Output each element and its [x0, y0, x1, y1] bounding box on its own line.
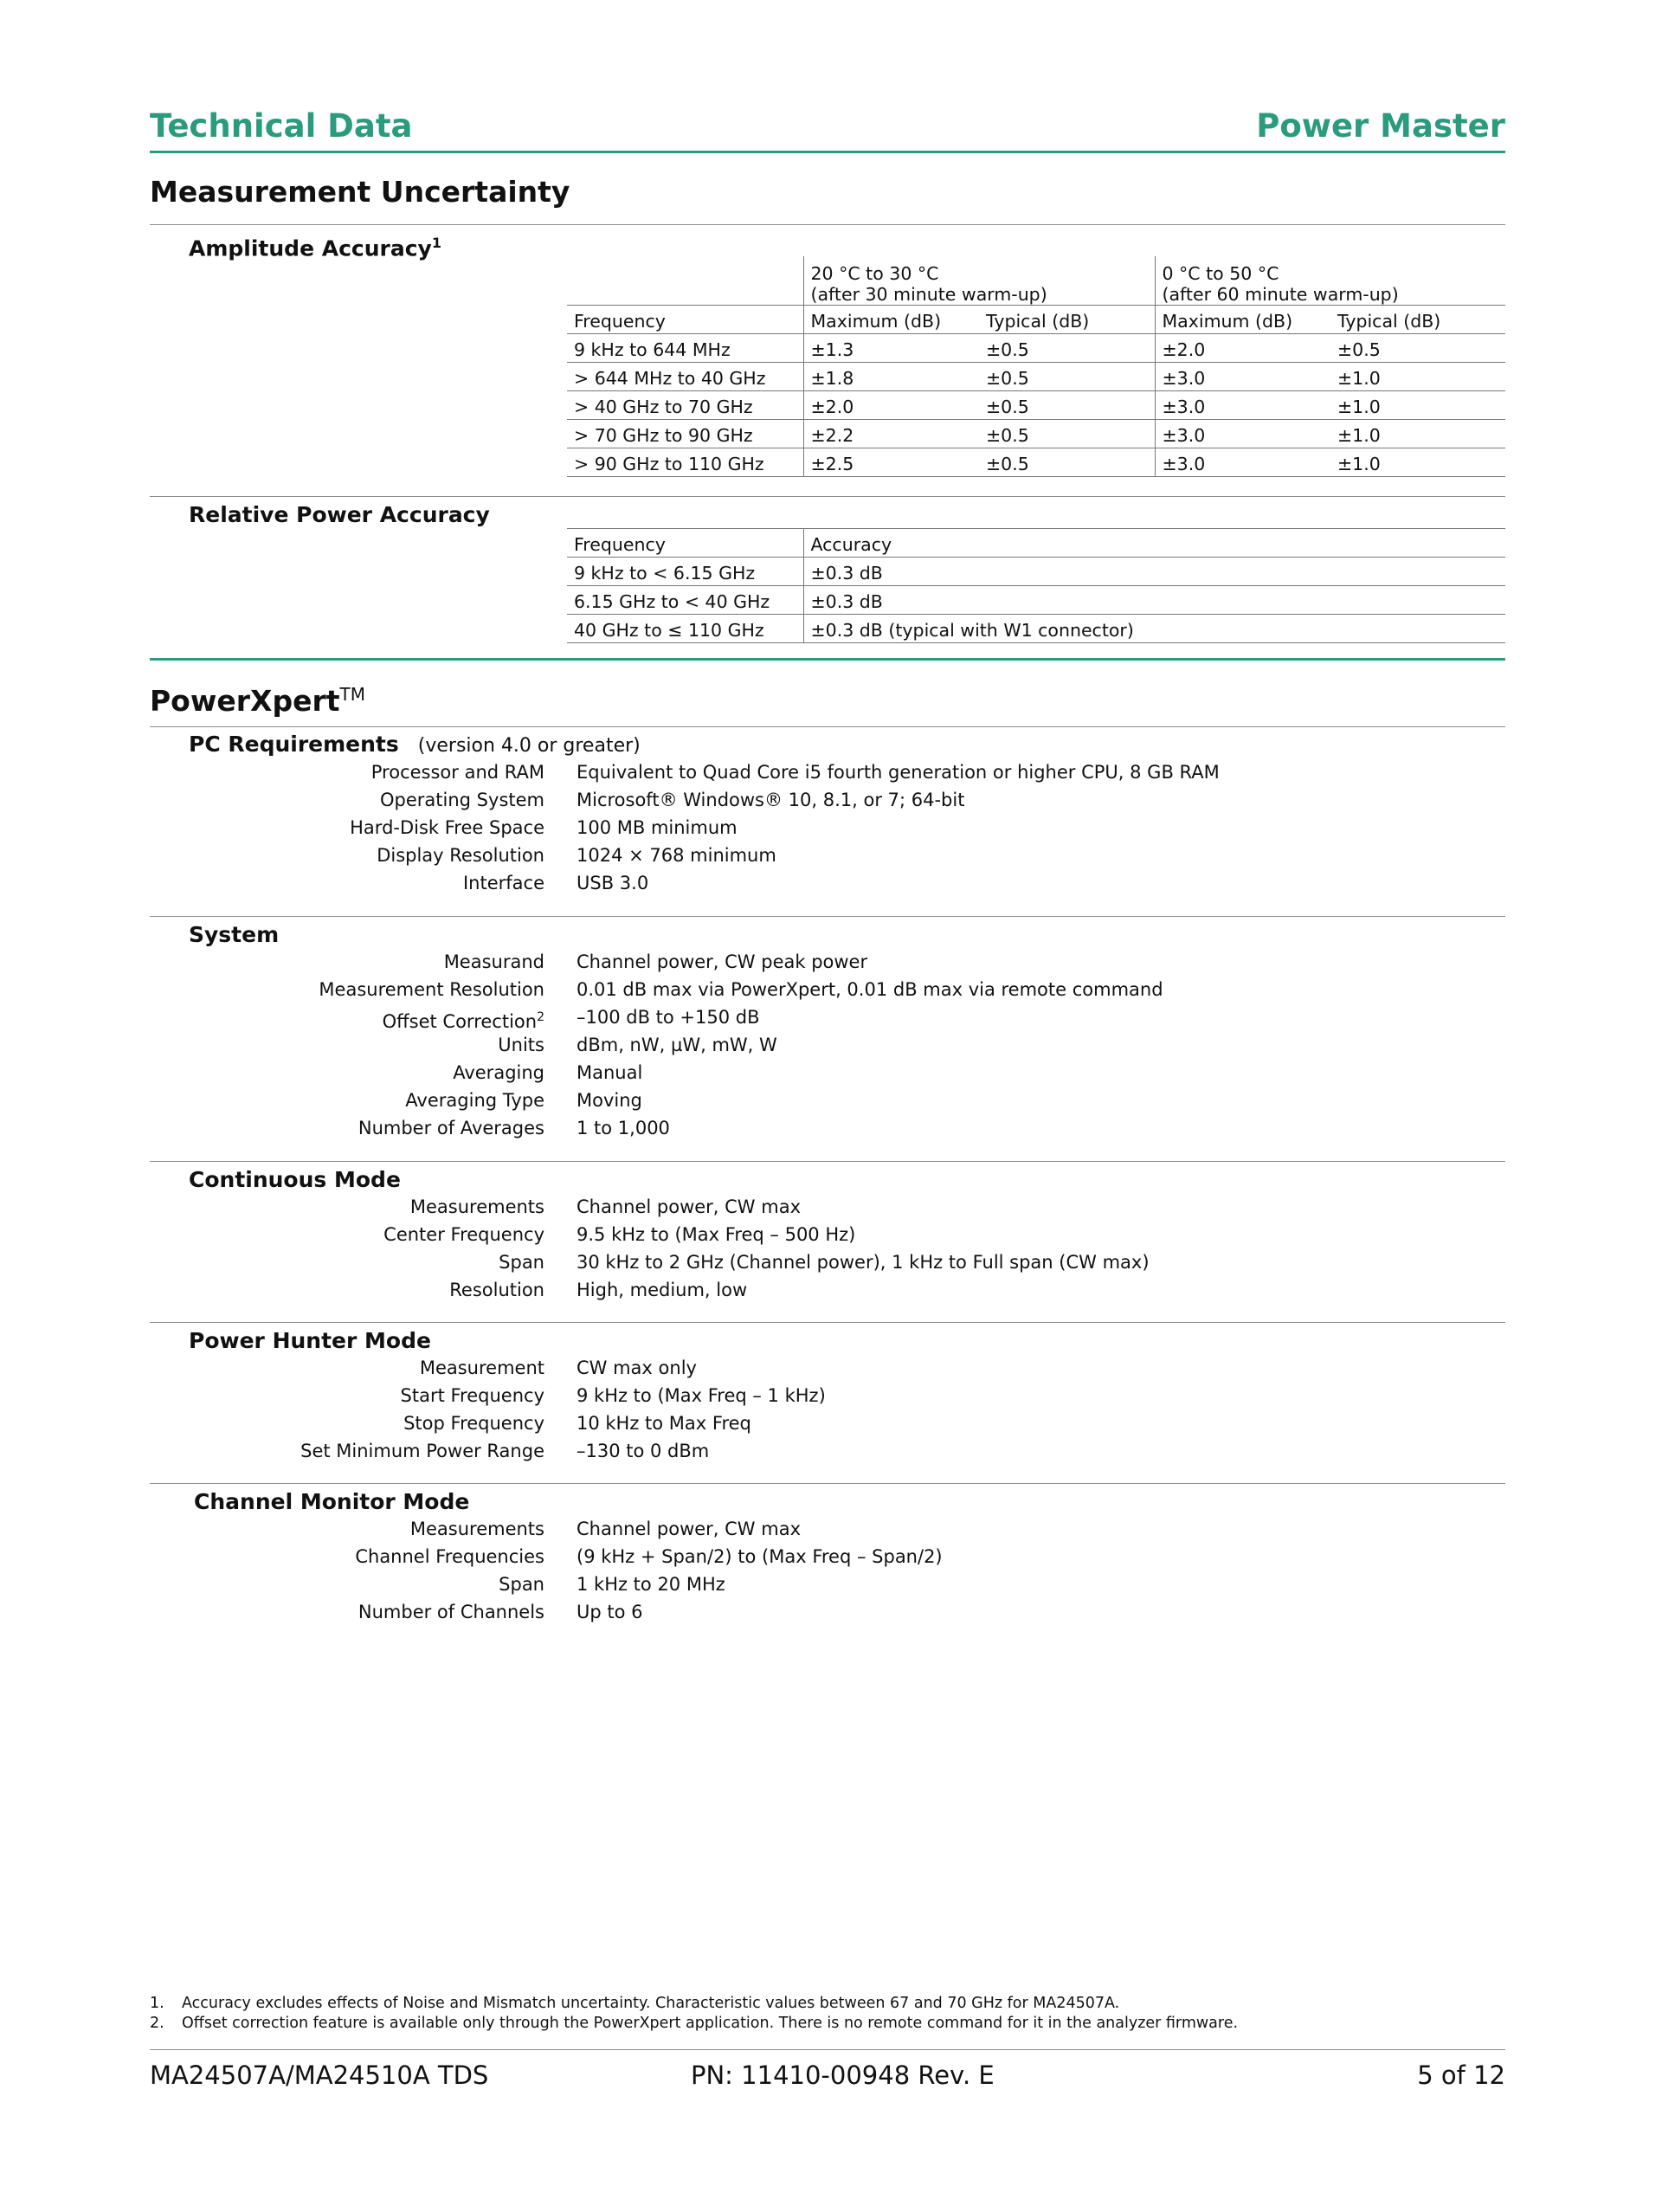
spec-row	[150, 1087, 1163, 1114]
table-cell: ±2.0	[803, 391, 979, 420]
table-cell: > 70 GHz to 90 GHz	[567, 420, 803, 448]
footnote-number: 1.	[150, 1995, 164, 2012]
spec-label: Span	[499, 1574, 544, 1595]
table-cell: ±3.0	[1155, 391, 1330, 420]
divider	[150, 726, 1505, 727]
table-cell: ±3.0	[1155, 420, 1330, 448]
spec-label: Set Minimum Power Range	[300, 1441, 544, 1461]
spec-value: Channel power, CW max	[577, 1519, 802, 1539]
system-spec-list	[150, 948, 1163, 1142]
table-row	[567, 558, 1505, 586]
spec-row	[150, 1570, 943, 1598]
divider	[150, 916, 1505, 917]
subsection-title-system: System	[189, 922, 280, 947]
table-cell: ±1.3	[803, 334, 979, 363]
table-corner	[567, 256, 803, 306]
page-footer	[150, 2049, 1505, 2093]
divider	[150, 1161, 1505, 1162]
footnote-text: Offset correction feature is available only through the PowerXpert application. There is no remote command for it in the analyzer firmware.	[182, 2015, 1239, 2032]
spec-label: Units	[498, 1035, 544, 1055]
subsection-title-relative-power-accuracy: Relative Power Accuracy	[189, 502, 490, 527]
spec-label: Measurement Resolution	[319, 979, 544, 1000]
table-cell: ±1.0	[1330, 448, 1505, 477]
table-cell: ±1.0	[1330, 363, 1505, 391]
section-title-measurement-uncertainty: Measurement Uncertainty	[150, 175, 570, 209]
document-page	[150, 0, 1505, 2212]
column-header: Typical (dB)	[1330, 306, 1505, 334]
spec-value: –100 dB to +150 dB	[577, 1007, 760, 1028]
table-row	[567, 448, 1505, 477]
spec-value: High, medium, low	[577, 1280, 748, 1300]
subsection-title-pc-requirements	[189, 730, 641, 761]
spec-row	[150, 1598, 943, 1626]
table-cell: ±2.0	[1155, 334, 1330, 363]
spec-label: Measurement	[419, 1358, 544, 1378]
footnote	[150, 1994, 1119, 2014]
spec-row	[150, 1276, 1150, 1304]
table-cell: ±1.0	[1330, 420, 1505, 448]
relative-power-accuracy-table	[567, 528, 1505, 643]
table-cell: ±0.5	[979, 420, 1155, 448]
footer-part-number: PN: 11410-00948 Rev. E	[691, 2060, 995, 2090]
divider	[150, 1322, 1505, 1323]
spec-value: 9 kHz to (Max Freq – 1 kHz)	[577, 1385, 826, 1406]
spec-row	[150, 948, 1163, 976]
spec-row	[150, 1409, 826, 1437]
spec-value: 10 kHz to Max Freq	[577, 1413, 751, 1434]
spec-label: Measurements	[409, 1519, 544, 1539]
spec-row	[150, 1543, 943, 1570]
column-header: Maximum (dB)	[1155, 306, 1330, 334]
footnote-ref: 1	[431, 235, 441, 251]
spec-value: 1 to 1,000	[577, 1118, 670, 1138]
spec-value: 100 MB minimum	[577, 817, 738, 838]
divider	[150, 224, 1505, 225]
spec-row	[150, 842, 1220, 869]
spec-label: Operating System	[380, 790, 544, 810]
page-header	[150, 106, 1505, 153]
table-cell: > 90 GHz to 110 GHz	[567, 448, 803, 477]
spec-value: (9 kHz + Span/2) to (Max Freq – Span/2)	[577, 1546, 943, 1567]
spec-label: Measurand	[443, 951, 544, 972]
trademark-mark: TM	[339, 684, 365, 705]
amplitude-title-text: Amplitude Accuracy	[189, 235, 432, 261]
spec-label: Display Resolution	[377, 845, 544, 866]
spec-label-text: Offset Correction	[382, 1011, 538, 1032]
footnote-number: 2.	[150, 2015, 164, 2032]
table-cell: ±3.0	[1155, 363, 1330, 391]
table-cell: ±0.5	[979, 363, 1155, 391]
section-divider	[150, 658, 1505, 661]
spec-row	[150, 1248, 1150, 1276]
spec-label: Averaging	[453, 1062, 544, 1083]
spec-value: USB 3.0	[577, 873, 649, 893]
spec-label: Number of Channels	[358, 1602, 544, 1622]
table-row	[567, 334, 1505, 363]
pc-title-text: PC Requirements	[189, 732, 399, 757]
spec-row	[150, 1515, 943, 1543]
spec-row	[150, 976, 1163, 1003]
spec-value: Up to 6	[577, 1602, 643, 1622]
spec-value: 0.01 dB max via PowerXpert, 0.01 dB max via remote command	[577, 979, 1163, 1000]
spec-row	[150, 1382, 826, 1409]
table-cell: 9 kHz to 644 MHz	[567, 334, 803, 363]
spec-value: 9.5 kHz to (Max Freq – 500 Hz)	[577, 1224, 856, 1245]
footnote-text: Accuracy excludes effects of Noise and Mismatch uncertainty. Characteristic values between 67 and 70 GHz for MA24507A.	[182, 1995, 1120, 2012]
spec-label: Averaging Type	[405, 1090, 544, 1111]
spec-row	[150, 1437, 826, 1465]
power-hunter-list	[150, 1354, 826, 1465]
spec-row	[150, 1003, 1163, 1031]
table-cell: ±2.5	[803, 448, 979, 477]
subsection-title-amplitude-accuracy	[189, 229, 441, 263]
subsection-title-power-hunter-mode: Power Hunter Mode	[189, 1328, 431, 1353]
table-cell: ±0.5	[979, 448, 1155, 477]
column-header: Typical (dB)	[979, 306, 1155, 334]
header-product: Power Master	[1256, 107, 1505, 145]
footer-doc-title: MA24507A/MA24510A TDS	[150, 2060, 489, 2090]
spec-row	[150, 758, 1220, 786]
spec-value: Channel power, CW peak power	[577, 951, 868, 972]
column-header: Maximum (dB)	[803, 306, 979, 334]
spec-label: Number of Averages	[358, 1118, 544, 1138]
spec-label: Stop Frequency	[403, 1413, 544, 1434]
spec-label	[150, 1003, 577, 1031]
subsection-title-continuous-mode: Continuous Mode	[189, 1167, 401, 1192]
table-row	[567, 586, 1505, 615]
spec-value: Manual	[577, 1062, 643, 1083]
subsection-title-channel-monitor-mode: Channel Monitor Mode	[194, 1489, 470, 1514]
divider	[150, 496, 1505, 497]
divider	[150, 1483, 1505, 1484]
table-cell: ±3.0	[1155, 448, 1330, 477]
table-row	[567, 391, 1505, 420]
continuous-mode-list	[150, 1193, 1150, 1304]
group-line: (after 60 minute warm-up)	[1162, 284, 1399, 305]
version-note: (version 4.0 or greater)	[417, 735, 641, 757]
column-header: Frequency	[567, 529, 803, 558]
table-cell: ±0.5	[1330, 334, 1505, 363]
spec-label: Resolution	[449, 1280, 544, 1300]
column-header: Frequency	[567, 306, 803, 334]
spec-row	[150, 1059, 1163, 1087]
spec-value: Microsoft® Windows® 10, 8.1, or 7; 64-bit	[577, 790, 965, 810]
spec-value: Channel power, CW max	[577, 1196, 802, 1217]
spec-value: –130 to 0 dBm	[577, 1441, 710, 1461]
spec-row	[150, 1354, 826, 1382]
spec-label: Channel Frequencies	[355, 1546, 544, 1567]
spec-value: Moving	[577, 1090, 642, 1111]
table-cell: ±1.8	[803, 363, 979, 391]
spec-value: Equivalent to Quad Core i5 fourth generation or higher CPU, 8 GB RAM	[577, 762, 1220, 783]
spec-label: Center Frequency	[383, 1224, 544, 1245]
spec-label: Start Frequency	[400, 1385, 544, 1406]
table-cell: ±0.3 dB (typical with W1 connector)	[803, 615, 1505, 643]
table-cell: ±0.3 dB	[803, 586, 1505, 615]
table-cell: 9 kHz to < 6.15 GHz	[567, 558, 803, 586]
table-cell: ±0.5	[979, 334, 1155, 363]
table-row	[567, 363, 1505, 391]
table-cell: 6.15 GHz to < 40 GHz	[567, 586, 803, 615]
spec-label: Interface	[462, 873, 544, 893]
spec-label: Measurements	[409, 1196, 544, 1217]
group-header-0-50	[1155, 256, 1505, 306]
amplitude-accuracy-table	[567, 256, 1505, 477]
spec-label: Span	[499, 1252, 544, 1273]
spec-value: dBm, nW, µW, mW, W	[577, 1035, 777, 1055]
group-header-20-30	[803, 256, 1155, 306]
header-title: Technical Data	[150, 107, 413, 145]
spec-value: 1024 × 768 minimum	[577, 845, 776, 866]
table-cell: ±0.5	[979, 391, 1155, 420]
table-row	[567, 420, 1505, 448]
pc-requirements-list	[150, 758, 1220, 897]
group-line: (after 30 minute warm-up)	[810, 284, 1047, 305]
spec-value: CW max only	[577, 1358, 697, 1378]
spec-row	[150, 1114, 1163, 1142]
spec-row	[150, 814, 1220, 842]
section-title-powerxpert	[150, 675, 365, 720]
table-cell: > 644 MHz to 40 GHz	[567, 363, 803, 391]
footer-page-number: 5 of 12	[1417, 2060, 1505, 2090]
spec-row	[150, 1193, 1150, 1221]
spec-label: Processor and RAM	[370, 762, 544, 783]
spec-label: Hard-Disk Free Space	[350, 817, 544, 838]
group-line: 0 °C to 50 °C	[1162, 263, 1279, 284]
table-cell: ±2.2	[803, 420, 979, 448]
spec-value: 1 kHz to 20 MHz	[577, 1574, 725, 1595]
table-cell: > 40 GHz to 70 GHz	[567, 391, 803, 420]
spec-row	[150, 869, 1220, 897]
column-header: Accuracy	[803, 529, 1505, 558]
table-cell: ±0.3 dB	[803, 558, 1505, 586]
spec-row	[150, 1031, 1163, 1059]
footnote	[150, 2014, 1238, 2034]
spec-row	[150, 1221, 1150, 1248]
table-row	[567, 615, 1505, 643]
spec-value: 30 kHz to 2 GHz (Channel power), 1 kHz to Full span (CW max)	[577, 1252, 1150, 1273]
table-cell: 40 GHz to ≤ 110 GHz	[567, 615, 803, 643]
table-cell: ±1.0	[1330, 391, 1505, 420]
spec-row	[150, 786, 1220, 814]
section-title-text: PowerXpert	[150, 684, 340, 718]
footnote-ref: 2	[537, 1010, 544, 1024]
channel-monitor-list	[150, 1515, 943, 1626]
group-line: 20 °C to 30 °C	[810, 263, 939, 284]
